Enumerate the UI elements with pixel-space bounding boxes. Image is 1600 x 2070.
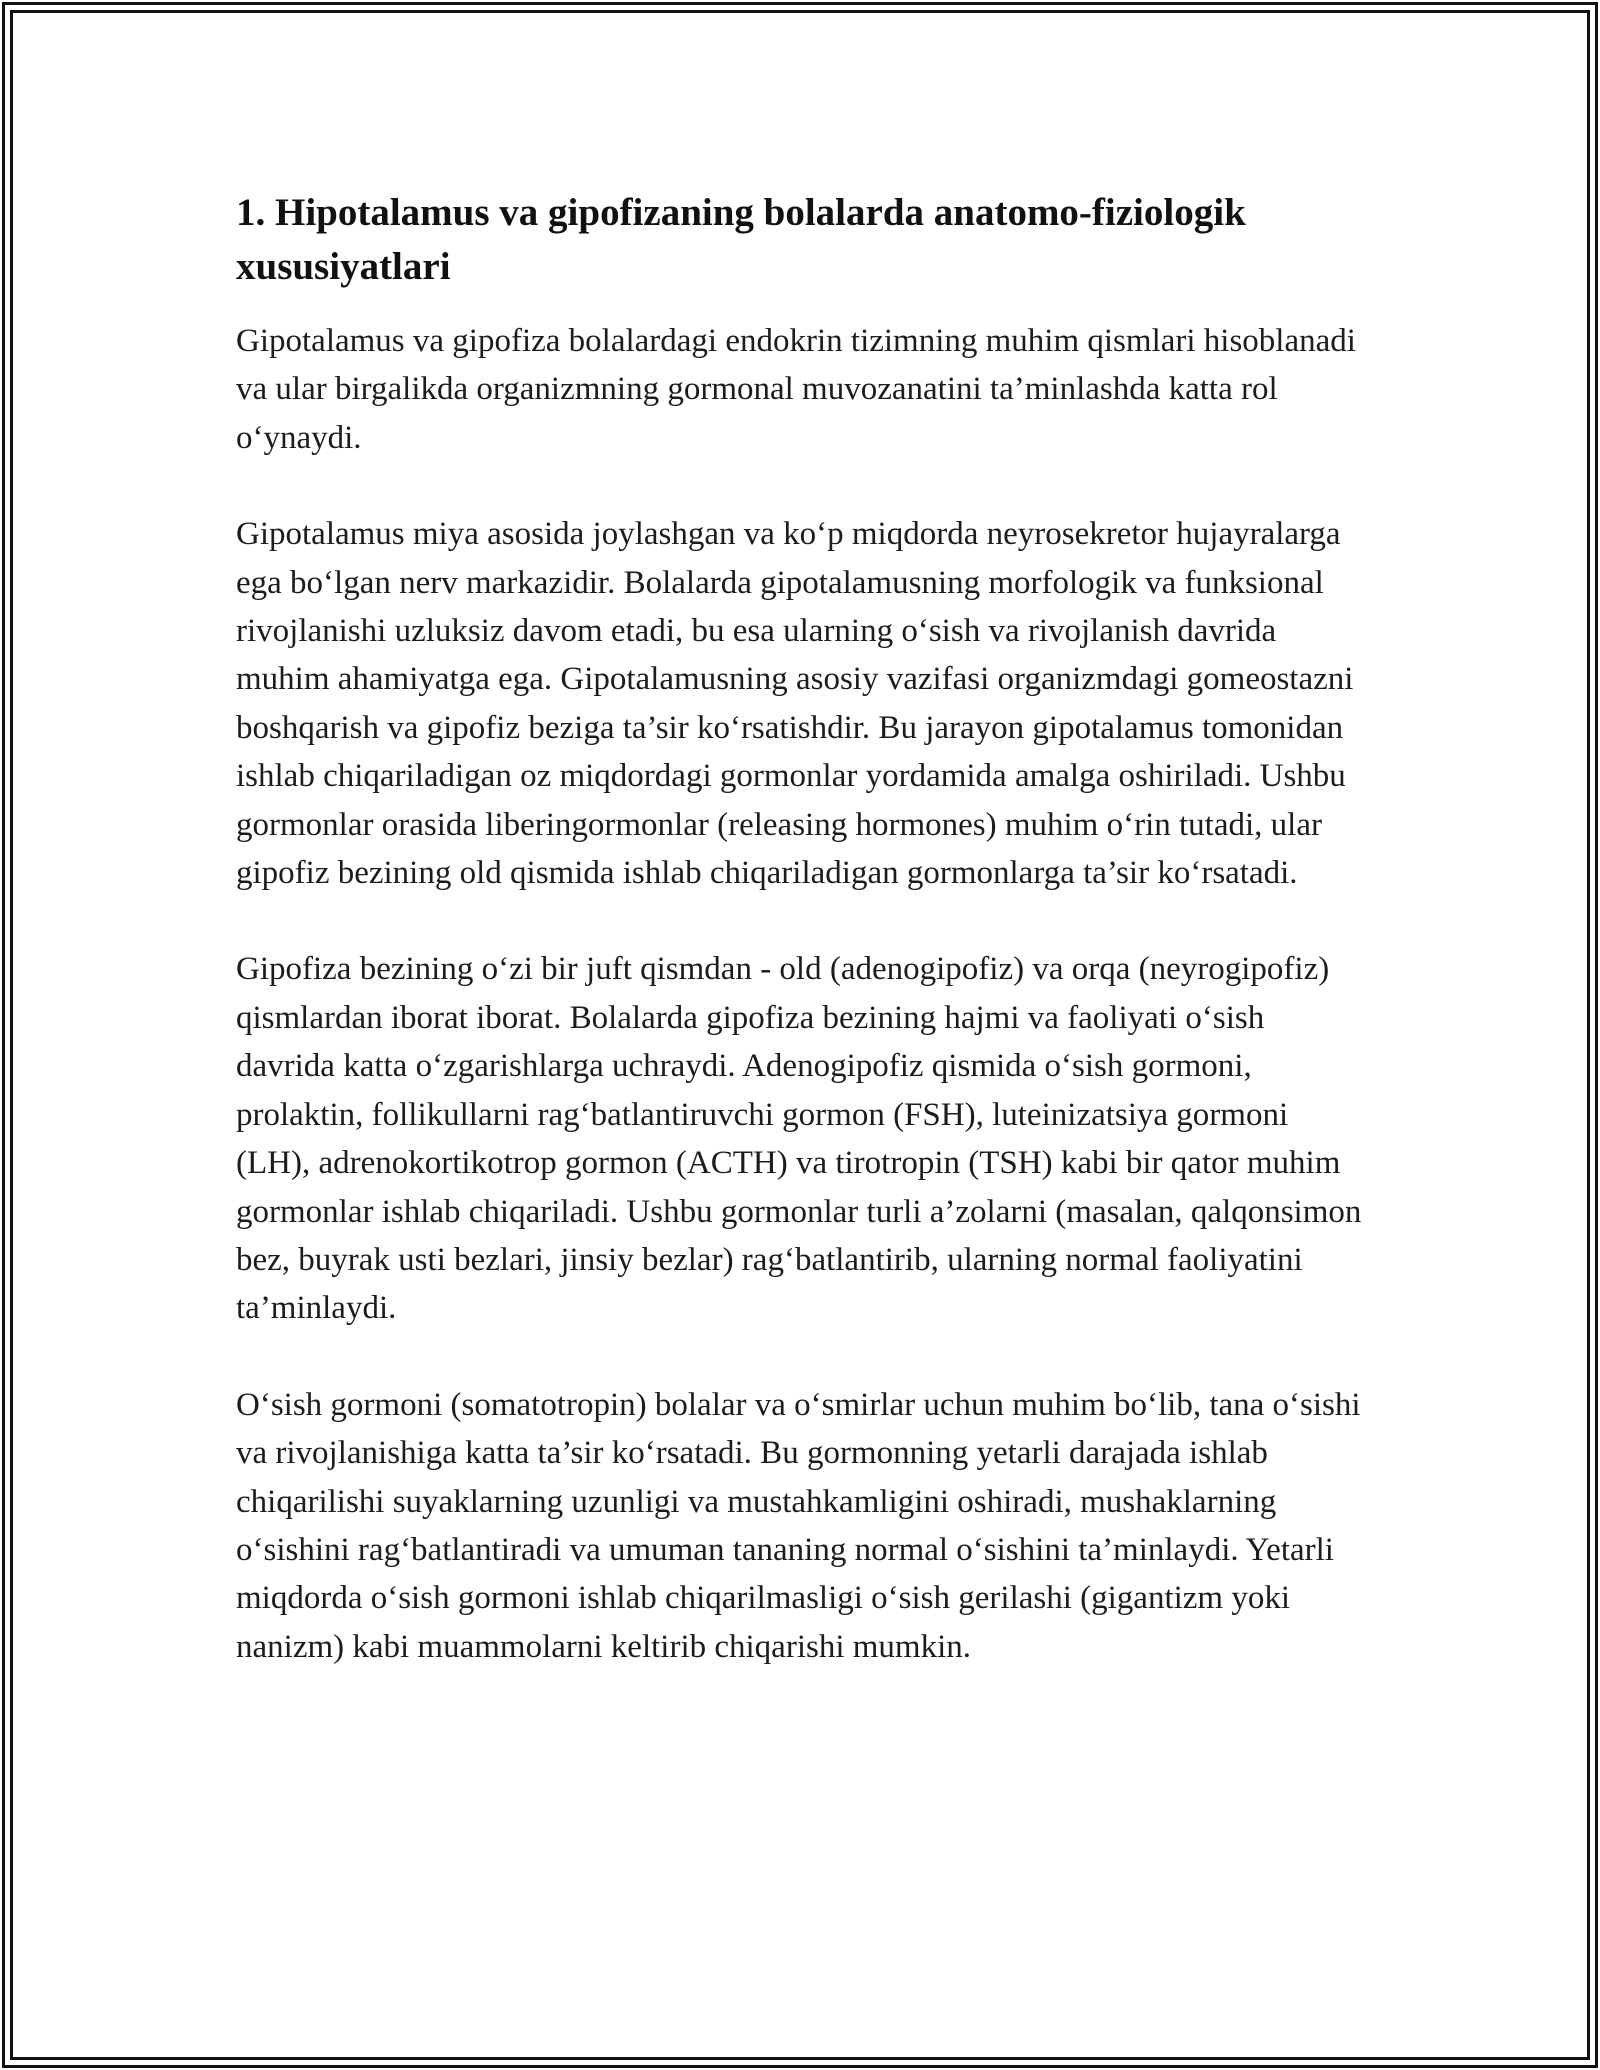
paragraph-4: O‘sish gormoni (somatotropin) bolalar va o‘smirlar uchun muhim bo‘lib, tana o‘sishi va rivojlanishiga katta ta’sir ko‘rsatadi. Bu gormonning yetarli darajada ishlab chiqarilishi suyaklarning uzunligi va mustahkamligini oshiradi, mushaklarning o‘sishini rag‘batlantiradi va umuman tananing normal o‘sishini ta’minlaydi. Yetarli miqdorda o‘sish gormoni ishlab chiqarilmasligi o‘sish gerilashi (gigantizm yoki nanizm) kabi muammolarni keltirib chiqarishi mumkin. <box>236 1386 1361 1665</box>
paragraph-1: Gipotalamus va gipofiza bolalardagi endokrin tizimning muhim qismlari hisoblanadi va ular birgalikda organizmning gormonal muvozanatini ta’minlashda katta rol o‘ynaydi. <box>236 323 1356 456</box>
document-title: 1. Hipotalamus va gipofizaning bolalarda anatomo-fiziologik xususiyatlari <box>236 191 1246 288</box>
paragraph-2: Gipotalamus miya asosida joylashgan va ko‘p miqdorda neyrosekretor hujayralarga ega bo‘lgan nerv markazidir. Bolalarda gipotalamusning morfologik va funksional rivojlanishi uzluksiz davom etadi, bu esa ularning o‘sish va rivojlanish davrida muhim ahamiyatga ega. Gipotalamusning asosiy vazifasi organizmdagi gomeostazni boshqarish va gipofiz beziga ta’sir ko‘rsatishdir. Bu jarayon gipotalamus tomonidan ishlab chiqariladigan oz miqdordagi gormonlar yordamida amalga oshiriladi. Ushbu gormonlar orasida liberingormonlar (releasing hormones) muhim o‘rin tutadi, ular gipofiz bezining old qismida ishlab chiqariladigan gormonlarga ta’sir ko‘rsatadi. <box>236 516 1354 892</box>
document-body <box>236 186 1366 1719</box>
paragraph-3: Gipofiza bezining o‘zi bir juft qismdan - old (adenogipofiz) va orqa (neyrogipofiz) qismlardan iborat iborat. Bolalarda gipofiza bezining hajmi va faoliyati o‘sish davrida katta o‘zgarishlarga uchraydi. Adenogipofiz qismida o‘sish gormoni, prolaktin, follikullarni rag‘batlantiruvchi gormon (FSH), luteinizatsiya gormoni (LH), adrenokortikotrop gormon (ACTH) va tirotropin (TSH) kabi bir qator muhim gormonlar ishlab chiqariladi. Ushbu gormonlar turli a’zolarni (masalan, qalqonsimon bez, buyrak usti bezlari, jinsiy bezlar) rag‘batlantirib, ularning normal faoliyatini ta’minlaydi. <box>236 951 1362 1327</box>
